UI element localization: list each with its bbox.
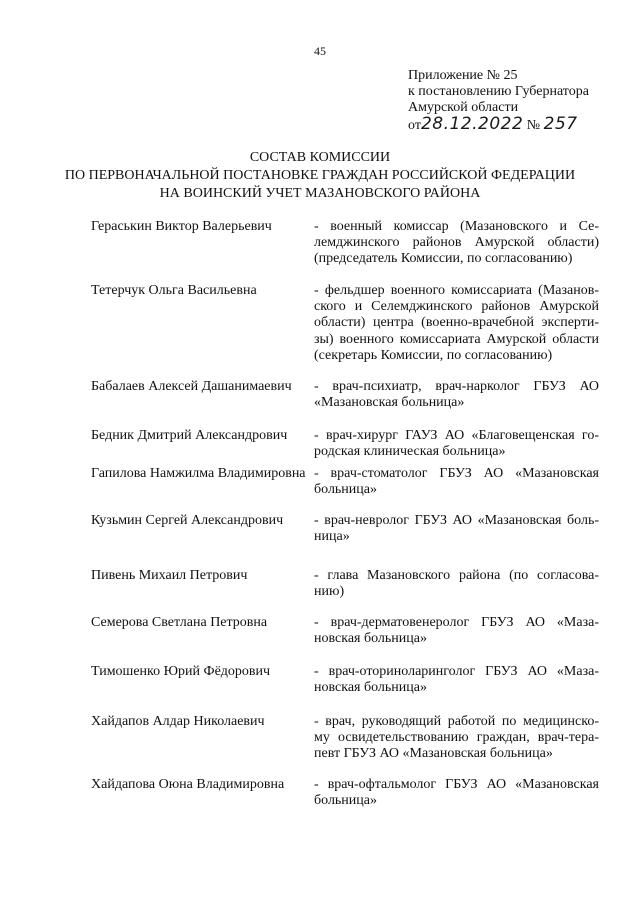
member-role xyxy=(314,466,599,498)
member-role xyxy=(314,615,599,647)
member-name: Гапилова Намжилма Владимировна xyxy=(91,466,306,481)
member-role-line: ница» xyxy=(314,529,350,545)
title-line-3: НА ВОИНСКИЙ УЧЕТ МАЗАНОВСКОГО РАЙОНА xyxy=(159,186,481,201)
number-prefix: № xyxy=(526,118,541,133)
member-role-line: певт ГБУЗ АО «Мазановская больница» xyxy=(314,746,553,762)
member-name: Семерова Светлана Петровна xyxy=(91,615,268,630)
member-role-line: му освидетельствованию граждан, врач-тера- xyxy=(314,730,599,746)
member-role xyxy=(314,428,599,460)
member-role-line: (секретарь Комиссии, по согласованию) xyxy=(314,347,553,363)
member-role-line: - врач-психиатр, врач-нарколог ГБУЗ АО xyxy=(314,379,599,394)
member-role xyxy=(314,664,599,696)
appendix-region: Амурской области xyxy=(408,100,519,115)
member-role-line: области) центра (военно-врачебной эксперти- xyxy=(314,315,599,331)
handwritten-number: 257 xyxy=(543,114,578,134)
member-role-line: нию) xyxy=(314,584,345,600)
appendix-date-line xyxy=(408,116,589,134)
title-line-2: ПО ПЕРВОНАЧАЛЬНОЙ ПОСТАНОВКЕ ГРАЖДАН РОССИЙСКОЙ ФЕДЕРАЦИИ xyxy=(64,168,576,183)
member-name: Кузьмин Сергей Александрович xyxy=(91,513,284,528)
member-role-line: - военный комиссар (Мазановского и Се- xyxy=(314,219,599,234)
member-role-line: лемджинского районов Амурской области) xyxy=(314,235,599,251)
member-role-line: - врач-оториноларинголог ГБУЗ АО «Маза- xyxy=(314,664,599,679)
member-role xyxy=(314,714,599,763)
date-prefix: от xyxy=(408,118,421,133)
handwritten-date: 28.12.2022 xyxy=(420,114,524,134)
member-role-line: больница» xyxy=(314,793,377,809)
member-name: Хайдапова Оюна Владимировна xyxy=(91,777,285,792)
member-role-line: зы) военного комиссариата Амурской области xyxy=(314,331,599,347)
member-role-line: «Мазановская больница» xyxy=(314,395,465,411)
member-role-line: - врач-дерматовенеролог ГБУЗ АО «Маза- xyxy=(314,615,599,630)
member-role-line: (председатель Комиссии, по согласованию) xyxy=(314,251,573,267)
member-name: Бабалаев Алексей Дашанимаевич xyxy=(91,379,292,394)
member-role-line: - врач, руководящий работой по медицинско- xyxy=(314,714,599,729)
member-role xyxy=(314,219,599,268)
appendix-header xyxy=(408,68,589,134)
title-line-1: СОСТАВ КОМИССИИ xyxy=(249,150,391,165)
member-role-line: - врач-невролог ГБУЗ АО «Мазановская боль- xyxy=(314,513,599,528)
member-role xyxy=(314,379,599,411)
member-name: Тетерчук Ольга Васильевна xyxy=(91,283,257,298)
appendix-title: Приложение № 25 xyxy=(408,68,518,83)
member-role xyxy=(314,513,599,545)
member-name: Пивень Михаил Петрович xyxy=(91,568,248,583)
member-name: Тимошенко Юрий Фёдорович xyxy=(91,664,271,679)
member-role xyxy=(314,568,599,600)
member-role-line: новская больница» xyxy=(314,631,427,647)
member-role-line: - глава Мазановского района (по согласова- xyxy=(314,568,599,583)
member-role xyxy=(314,283,599,364)
member-role-line: - врач-хирург ГАУЗ АО «Благовещенская го- xyxy=(314,428,599,443)
member-role-line: больница» xyxy=(314,482,377,498)
member-role-line: - врач-офтальмолог ГБУЗ АО «Мазановская xyxy=(314,777,599,792)
member-name: Гераськин Виктор Валерьевич xyxy=(91,219,272,234)
appendix-reference: к постановлению Губернатора xyxy=(408,84,589,99)
member-role-line: родская клиническая больница» xyxy=(314,444,506,460)
member-role xyxy=(314,777,599,809)
member-name: Хайдапов Алдар Николаевич xyxy=(91,714,265,729)
page-number: 45 xyxy=(314,44,326,58)
member-role-line: - врач-стоматолог ГБУЗ АО «Мазановская xyxy=(314,466,599,481)
member-role-line: ского и Селемджинского районов Амурской xyxy=(314,299,599,315)
member-role-line: новская больница» xyxy=(314,680,427,696)
document-title xyxy=(0,149,640,203)
member-role-line: - фельдшер военного комиссариата (Мазанов- xyxy=(314,283,599,298)
member-name: Бедник Дмитрий Александрович xyxy=(91,428,288,443)
